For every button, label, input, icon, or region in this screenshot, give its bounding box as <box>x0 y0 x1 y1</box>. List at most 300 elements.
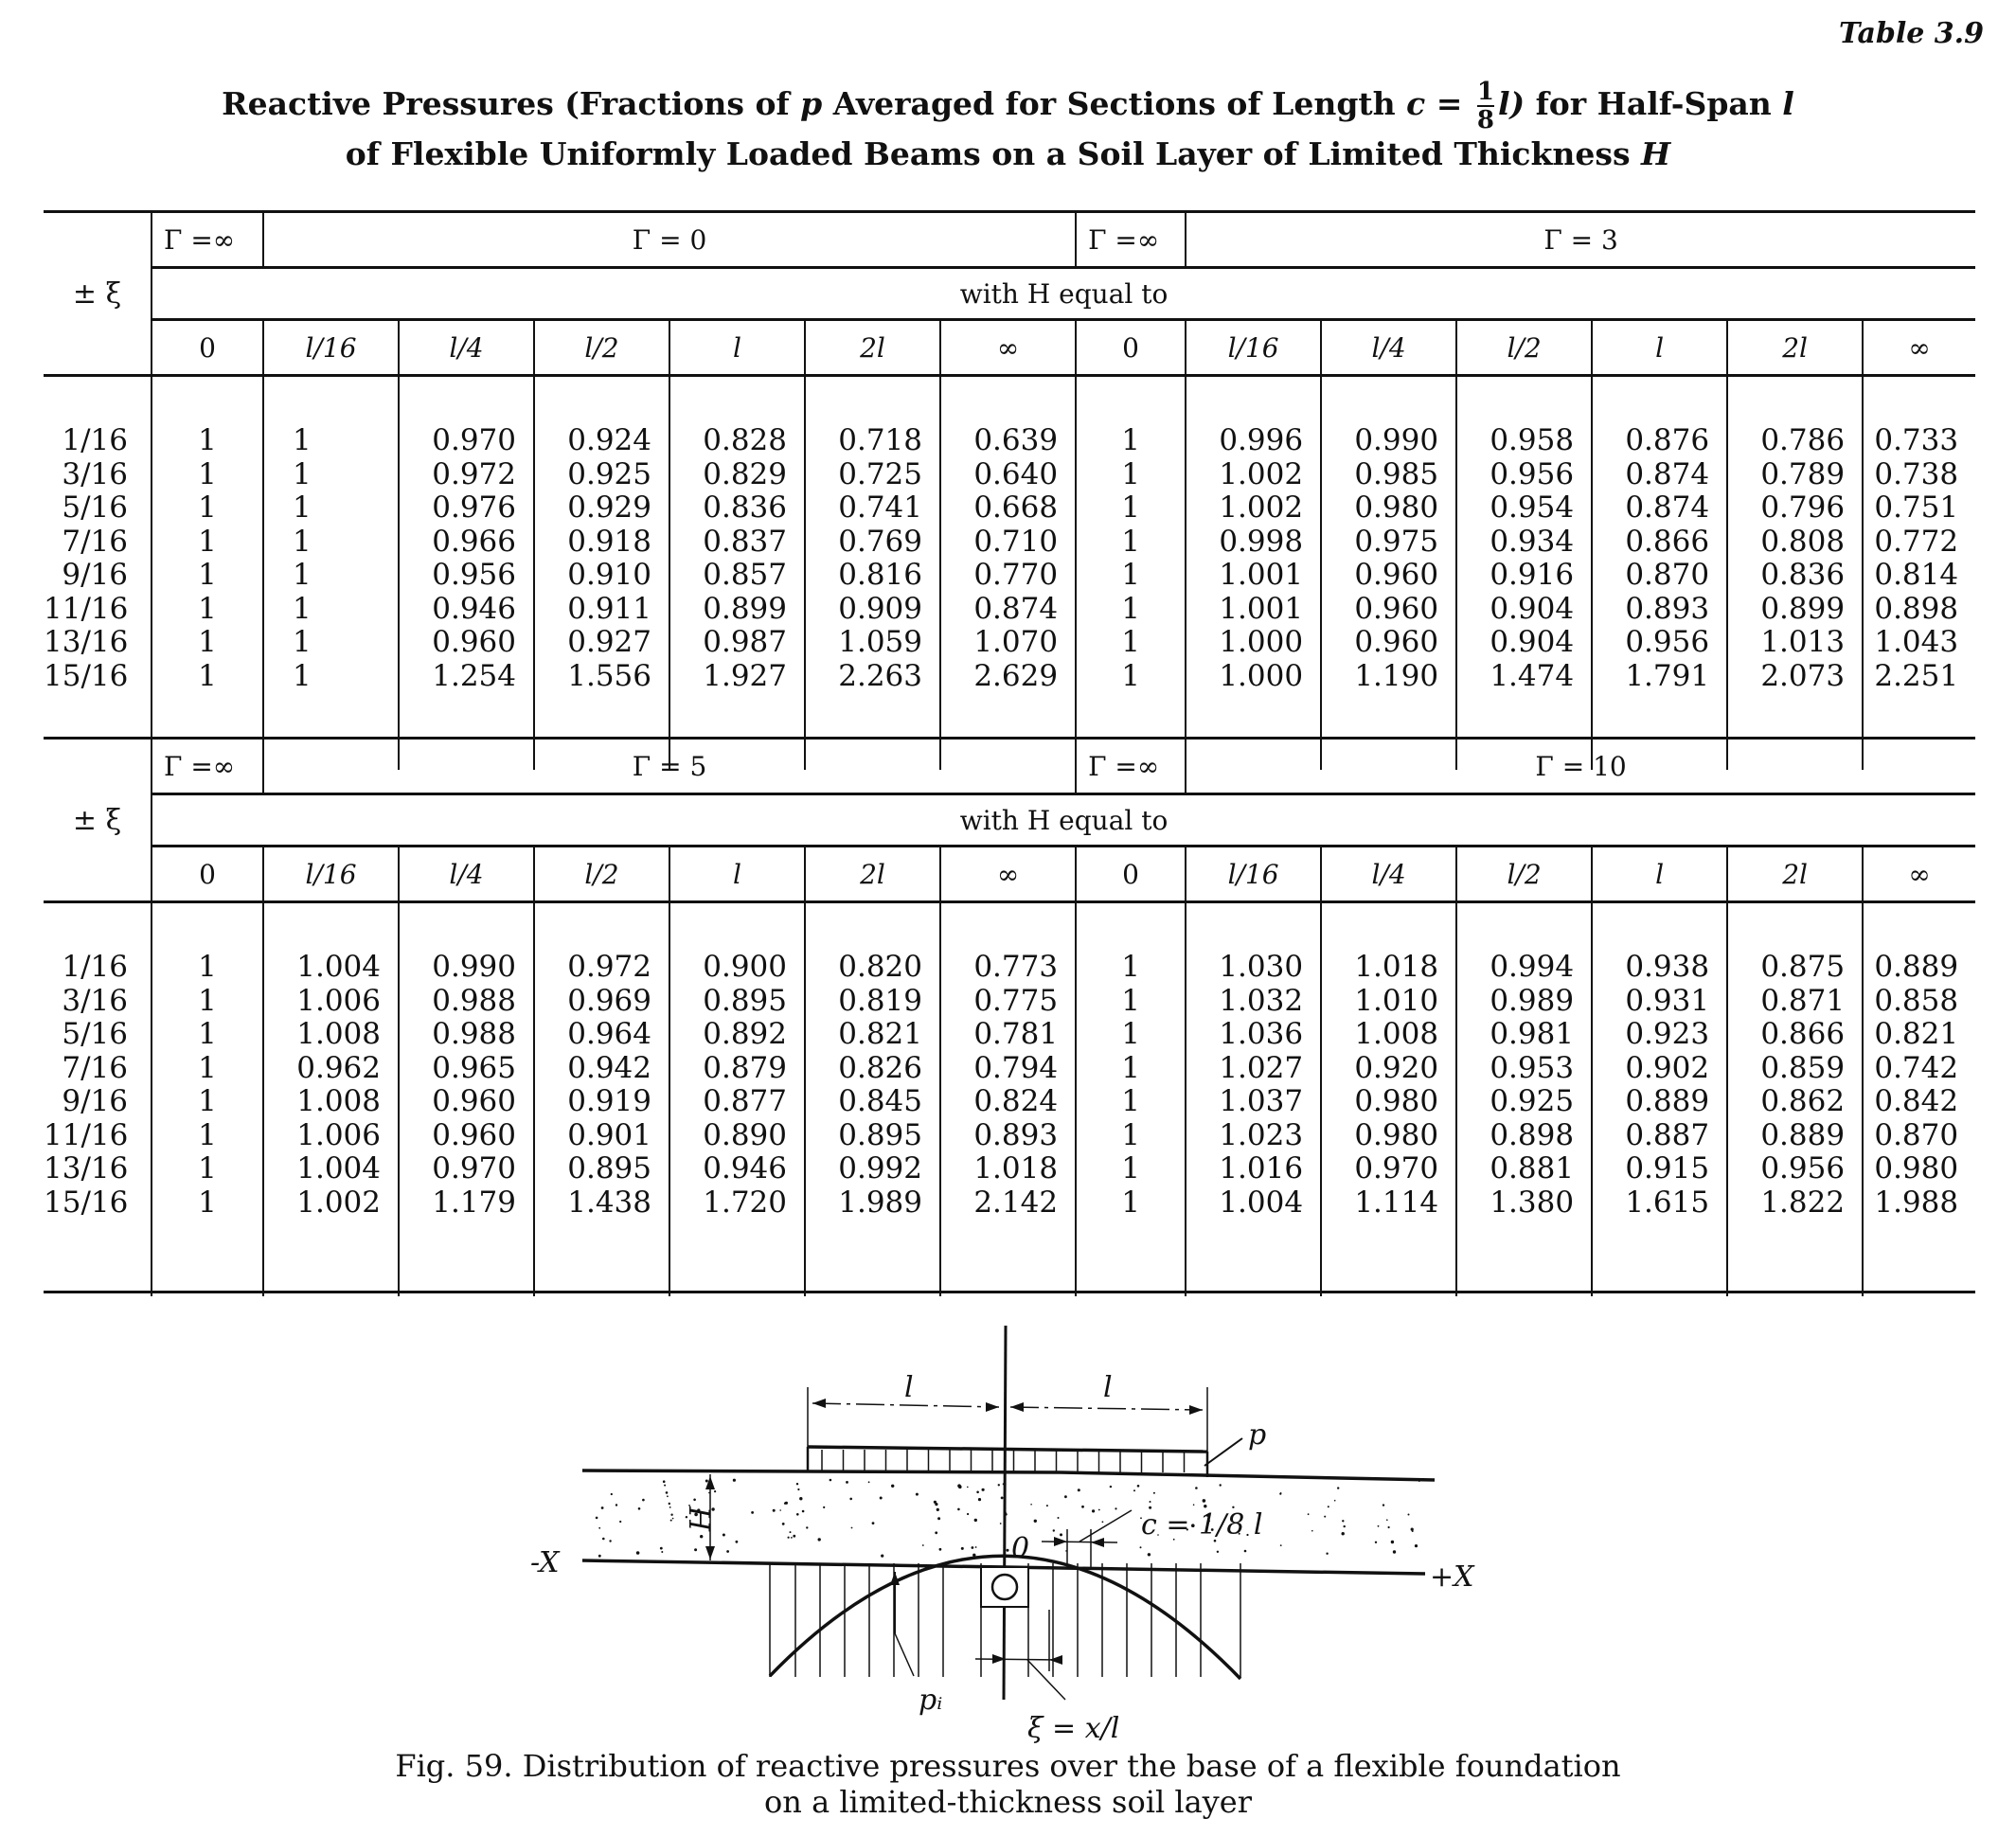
value-column <box>534 902 669 1297</box>
table-cell: 0.871 <box>1760 983 1846 1018</box>
table-cell: 1 <box>1121 524 1140 559</box>
table-cell: 1.032 <box>1219 983 1304 1018</box>
xi-leader <box>1027 1660 1065 1700</box>
table-cell: 1.043 <box>1874 625 1959 659</box>
soil-dot <box>830 1479 832 1482</box>
table-cell: 0.738 <box>1874 456 1959 491</box>
soil-dot <box>723 1534 725 1537</box>
table-cell: 0.998 <box>1219 524 1304 559</box>
table-cell: 0.925 <box>1490 1084 1575 1118</box>
table-cell: 0.718 <box>838 423 922 457</box>
table-cell: 0.887 <box>1625 1117 1710 1152</box>
soil-dot <box>1098 1509 1100 1511</box>
table-cell: 1.008 <box>296 1084 381 1118</box>
table-cell: 0.874 <box>973 591 1059 626</box>
soil-dot <box>1150 1501 1151 1503</box>
value-column <box>1863 902 1975 1297</box>
soil-dot <box>881 1555 883 1558</box>
table-cell: 0.639 <box>973 423 1059 457</box>
table-cell: 1.001 <box>1219 591 1304 626</box>
soil-dot <box>700 1535 703 1538</box>
table-cell: 1 <box>198 591 217 626</box>
soil-dot <box>957 1508 960 1511</box>
table-cell: 0.751 <box>1874 490 1959 525</box>
table-cell: 0.889 <box>1625 1084 1710 1118</box>
table-cell: 0.954 <box>1490 490 1575 525</box>
soil-dot <box>694 1548 697 1551</box>
soil-dot <box>1001 1497 1004 1500</box>
table-cell: 1 <box>293 658 312 693</box>
table-cell: 1.018 <box>973 1151 1059 1185</box>
arrowhead-icon <box>1091 1538 1104 1547</box>
soil-dot <box>796 1513 799 1516</box>
table-cell: 0.909 <box>838 591 922 626</box>
table-cell: 0.960 <box>1354 591 1439 626</box>
value-column <box>1321 902 1456 1297</box>
soil-dot <box>1204 1505 1206 1507</box>
soil-dot <box>972 1546 974 1549</box>
table-cell: 0.934 <box>1490 524 1575 559</box>
value-column <box>1592 376 1727 771</box>
table-cell: 0.828 <box>703 423 787 457</box>
soil-dot <box>1337 1487 1339 1488</box>
table-cell: 0.870 <box>1874 1117 1959 1152</box>
table-cell: 0.781 <box>973 1017 1059 1051</box>
table-cell: 0.992 <box>838 1151 922 1185</box>
table-cell: 0.929 <box>567 490 651 525</box>
h-col-header: l/2 <box>534 320 669 376</box>
gamma-right: Γ = 10 <box>1535 750 1627 782</box>
table-cell: 1 <box>293 423 312 457</box>
soil-dot <box>1388 1526 1390 1528</box>
value-column <box>1863 376 1975 771</box>
table-cell: 1 <box>198 490 217 525</box>
table-cell: 0.980 <box>1354 1084 1439 1118</box>
soil-dot <box>1217 1551 1219 1553</box>
soil-dot <box>1092 1509 1095 1512</box>
soil-dot <box>669 1506 671 1508</box>
table-cell: 0.881 <box>1490 1151 1575 1185</box>
title-c: c = <box>1406 85 1463 122</box>
table-cell: 1 <box>1121 658 1140 693</box>
table-cell: 1.016 <box>1219 1151 1304 1185</box>
table-cell: 0.946 <box>703 1151 787 1185</box>
xi-value: 7/16 <box>62 1050 128 1085</box>
table-cell: 1 <box>293 456 312 491</box>
table-cell: 0.956 <box>1625 625 1710 659</box>
soil-dot <box>667 1495 669 1497</box>
gamma-inf-left: Γ =∞ <box>152 212 263 268</box>
table-cell: 0.988 <box>432 983 516 1018</box>
table-cell: 0.972 <box>567 950 651 984</box>
soil-dot <box>937 1517 940 1520</box>
soil-dot <box>1110 1486 1112 1488</box>
table-cell: 1.380 <box>1490 1185 1575 1220</box>
table-cell: 0.980 <box>1354 1117 1439 1152</box>
arrowhead-icon <box>812 1399 826 1408</box>
value-column <box>263 376 399 771</box>
h-col-header: ∞ <box>1863 847 1975 902</box>
data-table-1 <box>44 210 1975 770</box>
with-h-label: with H equal to <box>152 794 1975 847</box>
soil-dot <box>664 1485 666 1487</box>
caption-line-2: on a limited-thickness soil layer <box>764 1784 1252 1820</box>
soil-dot <box>935 1531 937 1534</box>
h-col-header: ∞ <box>940 320 1076 376</box>
soil-dot <box>1007 1549 1009 1552</box>
value-column <box>669 376 805 771</box>
table-cell: 1 <box>198 1084 217 1118</box>
soil-dot <box>788 1537 790 1539</box>
value-column <box>1727 376 1863 771</box>
soil-dot <box>714 1490 716 1492</box>
soil-dot <box>799 1497 802 1500</box>
soil-dot <box>791 1537 793 1539</box>
table-cell: 0.789 <box>1760 456 1846 491</box>
value-column <box>940 376 1076 771</box>
table-cell: 1.010 <box>1354 983 1439 1018</box>
value-column <box>152 902 263 1297</box>
table-cell: 1 <box>1121 1185 1140 1220</box>
table-cell: 0.895 <box>567 1151 651 1185</box>
table-cell: 0.824 <box>973 1084 1059 1118</box>
p-leader <box>1204 1438 1242 1466</box>
label-p: p <box>1248 1418 1267 1452</box>
table-cell: 0.772 <box>1874 524 1959 559</box>
table-cell: 1 <box>198 1050 217 1085</box>
figure-arrowheads <box>705 1399 1203 1665</box>
table-cell: 1.030 <box>1219 950 1304 984</box>
table-cell: 1.037 <box>1219 1084 1304 1118</box>
ground-surface-line <box>1061 1472 1435 1480</box>
label-xi: ξ = x/l <box>1027 1712 1120 1745</box>
soil-dot <box>998 1484 1000 1486</box>
label-origin: 0 <box>1011 1532 1030 1565</box>
soil-dot <box>967 1487 969 1488</box>
soil-dot <box>1383 1504 1384 1506</box>
soil-dot <box>693 1499 696 1502</box>
table-cell: 1.006 <box>296 983 381 1018</box>
h-col-header: 2l <box>805 320 940 376</box>
table-cell: 0.899 <box>1760 591 1846 626</box>
table-cell: 1.006 <box>296 1117 381 1152</box>
table-cell: 0.923 <box>1625 1017 1710 1051</box>
label-c: c = 1/8 l <box>1141 1508 1263 1542</box>
arrowhead-icon <box>1010 1402 1024 1412</box>
value-column <box>1456 376 1592 771</box>
table-cell: 0.893 <box>973 1117 1059 1152</box>
table-cell: 0.960 <box>432 625 516 659</box>
table-number: Table 3.9 <box>1839 17 1984 50</box>
table-cell: 1.474 <box>1490 658 1575 693</box>
table-cell: 0.920 <box>1354 1050 1439 1085</box>
table-cell: 0.640 <box>973 456 1059 491</box>
soil-dot <box>602 1538 605 1541</box>
title-line-1 <box>0 78 2016 134</box>
figure-caption <box>0 1748 2016 1820</box>
soil-dot <box>636 1551 640 1555</box>
value-column <box>1186 902 1321 1297</box>
soil-dot <box>1328 1506 1329 1507</box>
table-cell: 1.556 <box>567 658 651 693</box>
soil-dot <box>1386 1519 1388 1521</box>
table-cell: 0.889 <box>1760 1117 1846 1152</box>
table-cell: 0.970 <box>1354 1151 1439 1185</box>
table-cell: 1 <box>198 456 217 491</box>
h-col-header: ∞ <box>940 847 1076 902</box>
value-column <box>152 376 263 771</box>
fraction-numerator: 1 <box>1476 78 1494 106</box>
h-col-header: l <box>669 847 805 902</box>
table-cell: 0.953 <box>1490 1050 1575 1085</box>
table-cell: 1 <box>198 625 217 659</box>
soil-dot <box>598 1527 600 1529</box>
soil-dot <box>793 1535 795 1538</box>
table-cell: 0.890 <box>703 1117 787 1152</box>
table-cell: 0.980 <box>1354 490 1439 525</box>
soil-dot <box>1005 1513 1008 1516</box>
value-column <box>805 376 940 771</box>
value-column <box>1186 376 1321 771</box>
figure-59-diagram <box>530 1321 1474 1747</box>
with-h-label: with H equal to <box>152 268 1975 320</box>
title-text: Reactive Pressures (Fractions of <box>222 85 801 122</box>
soil-dot <box>1058 1517 1060 1519</box>
soil-dot <box>790 1531 792 1533</box>
h-col-header: l/16 <box>263 847 399 902</box>
table-cell: 0.924 <box>567 423 651 457</box>
table-cell: 1 <box>1121 625 1140 659</box>
value-column <box>1076 376 1186 771</box>
table-cell: 0.946 <box>432 591 516 626</box>
label-plus-x: +X <box>1430 1560 1474 1594</box>
table-cell: 1 <box>1121 591 1140 626</box>
soil-dot <box>1308 1513 1310 1515</box>
table-cell: 1 <box>1121 558 1140 592</box>
table-cell: 0.990 <box>1354 423 1439 457</box>
soil-dot <box>880 1497 883 1500</box>
table-cell: 0.741 <box>838 490 922 525</box>
gamma-inf-right: Γ =∞ <box>1076 212 1186 268</box>
table-cell: 0.958 <box>1490 423 1575 457</box>
soil-dot <box>666 1491 669 1494</box>
table-cell: 1 <box>198 1017 217 1051</box>
soil-dot <box>1324 1516 1326 1518</box>
table-cell: 1.036 <box>1219 1017 1304 1051</box>
table-cell: 1.001 <box>1219 558 1304 592</box>
table-cell: 2.629 <box>973 658 1059 693</box>
value-column <box>1321 376 1456 771</box>
soil-dot <box>846 1481 848 1484</box>
table-cell: 1 <box>1121 1050 1140 1085</box>
table-cell: 1.190 <box>1354 658 1439 693</box>
table-cell: 1 <box>198 950 217 984</box>
table-cell: 0.916 <box>1490 558 1575 592</box>
soil-dot <box>733 1479 736 1482</box>
table-cell: 0.910 <box>567 558 651 592</box>
table-cell: 1 <box>1121 423 1140 457</box>
xi-value: 13/16 <box>44 625 129 659</box>
label-l-left: l <box>904 1371 914 1404</box>
h-col-header: l <box>669 320 805 376</box>
table-cell: 0.899 <box>703 591 787 626</box>
soil-dot <box>784 1503 786 1505</box>
table-cell: 0.889 <box>1874 950 1959 984</box>
soil-dot <box>1311 1530 1313 1532</box>
table-cell: 1 <box>198 524 217 559</box>
title-fraction <box>1477 79 1494 134</box>
table-cell: 0.901 <box>567 1117 651 1152</box>
xi-value: 3/16 <box>62 983 128 1018</box>
table-cell: 0.895 <box>703 983 787 1018</box>
soil-dot <box>1053 1529 1055 1531</box>
table-cell: 0.919 <box>567 1084 651 1118</box>
soil-dot <box>1078 1488 1080 1491</box>
soil-dot <box>978 1498 981 1501</box>
value-column <box>534 376 669 771</box>
title-l: l <box>1782 85 1794 122</box>
soil-dot <box>1193 1504 1195 1506</box>
soil-dot <box>708 1492 710 1494</box>
soil-dot <box>638 1507 641 1510</box>
table-cell: 0.985 <box>1354 456 1439 491</box>
table-cell: 1.004 <box>1219 1185 1304 1220</box>
soil-dot <box>1391 1541 1394 1543</box>
xi-column <box>44 376 152 771</box>
table-cell: 0.942 <box>567 1050 651 1085</box>
soil-dot <box>796 1483 798 1485</box>
table-cell: 0.874 <box>1625 456 1710 491</box>
xi-value: 11/16 <box>44 591 129 626</box>
gamma-inf-left: Γ =∞ <box>152 739 263 794</box>
table-cell: 1 <box>293 591 312 626</box>
xi-value: 9/16 <box>62 1084 128 1118</box>
table-cell: 1 <box>1121 983 1140 1018</box>
table-cell: 0.710 <box>973 524 1059 559</box>
soil-dot <box>974 1519 977 1522</box>
center-box <box>981 1567 1028 1607</box>
xi-value: 15/16 <box>44 1185 129 1220</box>
soil-dot <box>891 1485 894 1488</box>
table-cell: 1 <box>1121 490 1140 525</box>
xi-header: ± ξ <box>44 212 152 376</box>
arrowhead-icon <box>986 1402 999 1412</box>
soil-dot <box>1326 1553 1328 1555</box>
xi-value: 9/16 <box>62 558 128 592</box>
table-cell: 1 <box>1121 1151 1140 1185</box>
soil-dot <box>726 1550 729 1553</box>
table-cell: 1 <box>293 558 312 592</box>
soil-dot <box>868 1481 870 1483</box>
arrowhead-icon <box>705 1546 715 1560</box>
table-cell: 1.822 <box>1760 1185 1846 1220</box>
soil-dot <box>1000 1523 1002 1524</box>
soil-dot <box>797 1488 799 1490</box>
soil-dot <box>663 1480 666 1483</box>
table-cell: 0.904 <box>1490 625 1575 659</box>
table-cell: 0.866 <box>1760 1017 1846 1051</box>
soil-dot <box>1393 1550 1396 1553</box>
value-column <box>1076 902 1186 1297</box>
label-H: H <box>682 1506 715 1532</box>
soil-dot <box>1344 1525 1346 1527</box>
table-cell: 1 <box>1121 950 1140 984</box>
table-cell: 0.892 <box>703 1017 787 1051</box>
table-cell: 0.988 <box>432 1017 516 1051</box>
h-col-header: l/4 <box>399 320 534 376</box>
xi-value: 5/16 <box>62 490 128 525</box>
gamma-left: Γ = 5 <box>632 750 707 782</box>
soil-dot <box>598 1555 601 1558</box>
h-col-header: l/2 <box>1456 320 1592 376</box>
soil-dot <box>596 1517 598 1520</box>
table-cell: 1.989 <box>838 1185 922 1220</box>
soil-dot <box>872 1522 875 1524</box>
soil-dot <box>967 1513 969 1515</box>
soil-dot <box>1081 1506 1084 1508</box>
table-cell: 1.002 <box>1219 490 1304 525</box>
soil-dot <box>616 1504 617 1506</box>
table-cell: 0.970 <box>432 423 516 457</box>
table-cell: 0.987 <box>703 625 787 659</box>
table-cell: 1 <box>198 423 217 457</box>
table-cell: 0.893 <box>1625 591 1710 626</box>
gamma-inf-right: Γ =∞ <box>1076 739 1186 794</box>
soil-dot <box>1203 1499 1206 1503</box>
table-cell: 1.018 <box>1354 950 1439 984</box>
table-cell: 0.927 <box>567 625 651 659</box>
h-col-header: 2l <box>1727 320 1863 376</box>
table-cell: 0.794 <box>973 1050 1059 1085</box>
table-cell: 0.900 <box>703 950 787 984</box>
soil-dot <box>1148 1553 1151 1556</box>
value-column <box>940 902 1076 1297</box>
table-cell: 0.733 <box>1874 423 1959 457</box>
table-cell: 0.915 <box>1625 1151 1710 1185</box>
soil-dot <box>1064 1495 1067 1498</box>
fraction-denominator: 8 <box>1476 106 1494 134</box>
soil-dot <box>1003 1483 1005 1485</box>
soil-dot <box>1140 1546 1142 1548</box>
soil-dot <box>782 1523 785 1525</box>
xi-value: 1/16 <box>62 950 128 984</box>
table-cell: 1 <box>198 658 217 693</box>
table-cell: 1.988 <box>1874 1185 1959 1220</box>
value-column <box>1592 902 1727 1297</box>
soil-dot <box>939 1548 942 1551</box>
table-cell: 1 <box>1121 456 1140 491</box>
gamma-right: Γ = 3 <box>1543 223 1618 256</box>
table-cell: 0.960 <box>1354 625 1439 659</box>
dim-line-right <box>1010 1407 1203 1410</box>
table-cell: 1 <box>198 558 217 592</box>
table-cell: 1.008 <box>1354 1017 1439 1051</box>
soil-dot <box>1195 1487 1198 1489</box>
soil-dot <box>779 1509 781 1511</box>
soil-dot <box>823 1506 825 1508</box>
table-cell: 0.976 <box>432 490 516 525</box>
table-cell: 0.918 <box>567 524 651 559</box>
table-cell: 0.769 <box>838 524 922 559</box>
table-cell: 1.023 <box>1219 1117 1304 1152</box>
soil-dot <box>705 1480 708 1483</box>
c-leader <box>1079 1510 1132 1542</box>
table-cell: 0.902 <box>1625 1050 1710 1085</box>
caption-line-1: Fig. 59. Distribution of reactive pressures over the base of a flexible foundation <box>395 1748 1621 1784</box>
soil-dot <box>661 1551 663 1553</box>
soil-dot <box>1342 1520 1344 1522</box>
title-text: of Flexible Uniformly Loaded Beams on a Soil Layer of Limited Thickness <box>345 135 1642 172</box>
